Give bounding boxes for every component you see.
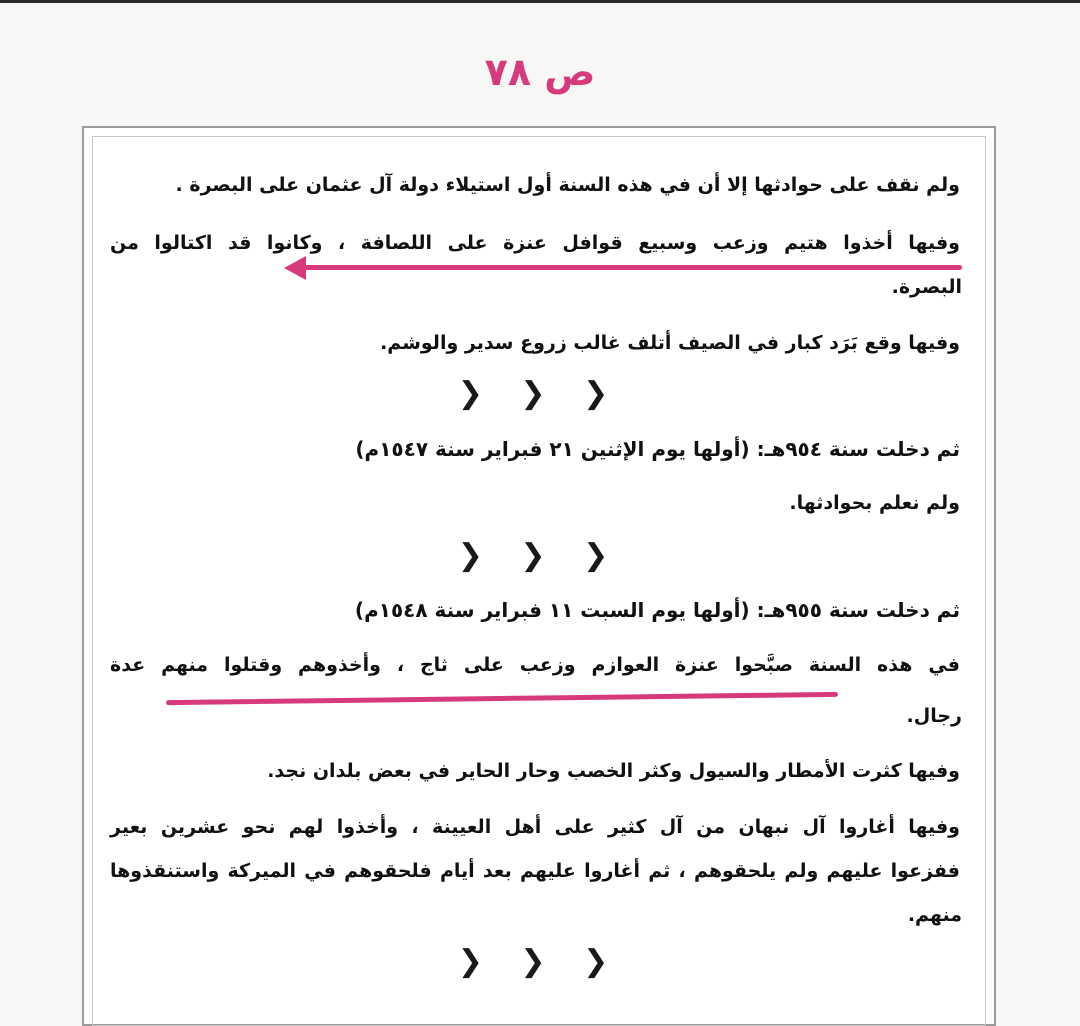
paragraph-line: وفيها أخذوا هتيم وزعب وسبيع قوافل عنزة على اللصافة ، وكانوا قد اكتالوا من: [110, 232, 960, 254]
year-heading: ثم دخلت سنة ٩٥٥هـ: (أولها يوم السبت ١١ فبراير سنة ١٥٤٨م): [354, 598, 960, 622]
section-separator: ❮ ❮ ❮: [457, 538, 623, 573]
paragraph-line: ولم نقف على حوادثها إلا أن في هذه السنة أول استيلاء دولة آل عثمان على البصرة .: [175, 174, 960, 196]
paragraph-line: ففزعوا عليهم ولم يلحقوهم ، ثم أغاروا عليهم بعد أيام فلحقوهم في الميركة واستنقذوها: [110, 860, 960, 882]
annotation-arrow-line: [300, 265, 962, 270]
paragraph-line: منهم.: [907, 904, 962, 926]
annotation-arrowhead: [284, 256, 306, 280]
paragraph-line: رجال.: [906, 705, 962, 727]
paragraph-line: ولم نعلم بحوادثها.: [789, 492, 960, 514]
paragraph-line: وفيها وقع بَرَد كبار في الصيف أتلف غالب زروع سدير والوشم.: [380, 332, 960, 354]
paragraph-line: وفيها كثرت الأمطار والسيول وكثر الخصب وحار الحاير في بعض بلدان نجد.: [267, 760, 960, 782]
section-separator: ❮ ❮ ❮: [457, 944, 623, 979]
paragraph-line: وفيها أغاروا آل نبهان من آل كثير على أهل العيينة ، وأخذوا لهم نحو عشرين بعير: [110, 816, 960, 838]
paragraph-line: البصرة.: [891, 276, 962, 298]
top-rule: [0, 0, 1080, 3]
page-number: ص ٧٨: [484, 50, 596, 94]
paragraph-line: في هذه السنة صبَّحوا عنزة العوازم وزعب على ثاج ، وأخذوهم وقتلوا منهم عدة: [110, 654, 960, 676]
year-heading: ثم دخلت سنة ٩٥٤هـ: (أولها يوم الإثنين ٢١ فبراير سنة ١٥٤٧م): [355, 437, 960, 461]
section-separator: ❮ ❮ ❮: [457, 376, 623, 411]
